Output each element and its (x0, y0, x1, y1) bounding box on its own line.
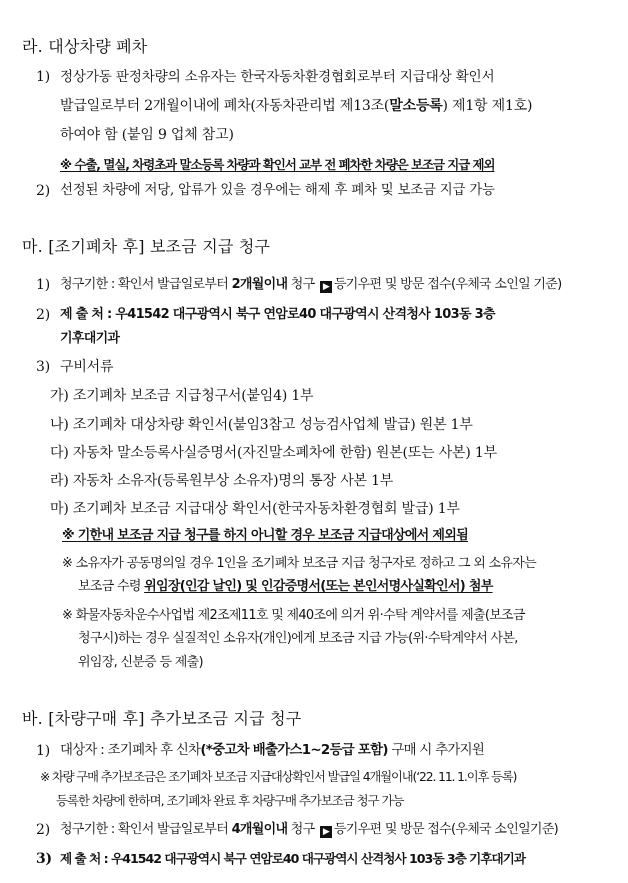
ba-item3-text: 제 출 처 : 우41542 대구광역시 북구 연암로40 대구광역시 산격청사 103동 3층 기후대기과 (60, 851, 526, 866)
ba-item1-bold: (*중고차 배출가스1~2등급 포함) (200, 743, 388, 758)
arrow-right-icon: ▶ (320, 281, 332, 293)
ma-note-joint-line2-bold: 위임장(인감 날인) 및 인감증명서(또는 본인서명사실확인서) 첨부 (144, 579, 493, 594)
ma-item1-deadline: 2개월이내 (231, 277, 288, 292)
ba-item1-num: 1) (36, 743, 50, 759)
ba-item2-d: 등기우편 및 방문 접수(우체국 소인일기준) (333, 822, 559, 837)
ma-note-deadline: ※ 기한내 보조금 지급 청구를 하지 아니할 경우 보조금 지급대상에서 제외됨 (62, 528, 468, 543)
ba-item2-c: 청구 (287, 822, 318, 837)
ma-item1-d: 등기우편 및 방문 접수(우체국 소인일 기준) (333, 277, 562, 292)
ra-item1-line2-bold: 말소등록 (389, 98, 443, 114)
doc-list-item: 나) 조기폐차 대상차량 확인서(붙임3참고 성능검사업체 발급) 원본 1부 (50, 417, 473, 433)
ba-item2-num: 2) (36, 822, 50, 838)
ra-item1-num: 1) (36, 69, 50, 85)
ma-item2-line2: 기후대기과 (60, 331, 120, 346)
ma-item1-text (60, 276, 561, 294)
ma-item2-line1: 제 출 처 : 우41542 대구광역시 북구 연암로40 대구광역시 산격청사 103동 3층 (60, 307, 495, 322)
doc-list-item: 마) 조기폐차 보조금 지급대상 확인서(한국자동차환경협회 발급) 1부 (50, 501, 460, 517)
ra-item1-line1: 정상가동 판정차량의 소유자는 한국자동차환경협회로부터 지급대상 확인서 (60, 69, 495, 85)
doc-list-item: 가) 조기폐차 보조금 지급청구서(붙임4) 1부 (50, 388, 314, 404)
ma-item1-num: 1) (36, 277, 50, 293)
ma-note-cargo-line3: 위임장, 신분증 등 제출) (78, 655, 203, 670)
doc-list-item: 다) 자동차 말소등록사실증명서(자진말소폐차에 한함) 원본(또는 사본) 1부 (50, 445, 497, 461)
ba-item1-text (60, 742, 484, 760)
ma-item1-c: 청구 (287, 277, 318, 292)
ba-item2-text (60, 821, 558, 839)
doc-list-item: 라) 자동차 소유자(등록원부상 소유자)명의 통장 사본 1부 (50, 473, 394, 489)
ma-item3-text: 구비서류 (60, 359, 114, 375)
ma-note-cargo-line1: ※ 화물자동차운수사업법 제2조제11호 및 제40조에 의거 위·수탁 계약서를 제출(보조금 (62, 608, 525, 623)
ra-item1-line3: 하여야 함 (붙임 9 업체 참고) (60, 127, 234, 143)
ma-item2-num: 2) (36, 307, 50, 323)
ba-item2-deadline: 4개월이내 (231, 822, 288, 837)
section-ba-title: 바. [차량구매 후] 추가보조금 지급 청구 (22, 709, 302, 728)
section-ra-title: 라. 대상차량 폐차 (22, 37, 148, 56)
ra-note-exclusion: ※ 수출, 멸실, 차령초과 말소등록 차량과 확인서 교부 전 폐차한 차량은 보조금 지급 제외 (60, 157, 495, 172)
ma-note-joint-line2-a: 보조금 수령 (78, 579, 145, 594)
ra-item1-line2-c: ) 제1항 제1호) (442, 98, 533, 114)
ba-item1-a: 대상자 : 조기폐차 후 신차 (60, 743, 201, 758)
ra-item2-text: 선정된 차량에 저당, 압류가 있을 경우에는 해제 후 폐차 및 보조금 지급 가능 (60, 183, 495, 198)
ra-item1-line2 (60, 97, 532, 115)
ma-item1-a: 청구기한 : 확인서 발급일로부터 (60, 277, 232, 292)
ra-item2-num: 2) (36, 183, 50, 199)
ba-note-line1: ※ 차량 구매 추가보조금은 조기폐차 보조금 지급대상확인서 발급일 4개월이내(‘22. 11. 1.이후 등록) (40, 770, 517, 784)
ba-item2-a: 청구기한 : 확인서 발급일로부터 (60, 822, 232, 837)
ma-item3-num: 3) (36, 359, 50, 375)
ma-note-joint-line2 (78, 578, 493, 596)
ba-item1-c: 구매 시 추가지원 (387, 743, 485, 758)
ra-item1-line2-a: 발급일로부터 2개월이내에 폐차(자동차관리법 제13조( (60, 98, 390, 114)
ba-note-line2: 등록한 차량에 한하며, 조기폐차 완료 후 차량구매 추가보조금 청구 가능 (56, 793, 404, 808)
ma-note-joint-line1: ※ 소유자가 공동명의일 경우 1인을 조기폐차 보조금 지급 청구자로 정하고 그 외 소유자는 (62, 556, 536, 571)
ba-item3-num: 3) (36, 851, 52, 867)
section-ma-title: 마. [조기폐차 후] 보조금 지급 청구 (22, 237, 271, 256)
arrow-right-icon: ▶ (320, 826, 332, 838)
ma-note-cargo-line2: 청구시)하는 경우 실질적인 소유자(개인)에게 보조금 지급 가능(위·수탁계약서 사본, (78, 631, 518, 646)
